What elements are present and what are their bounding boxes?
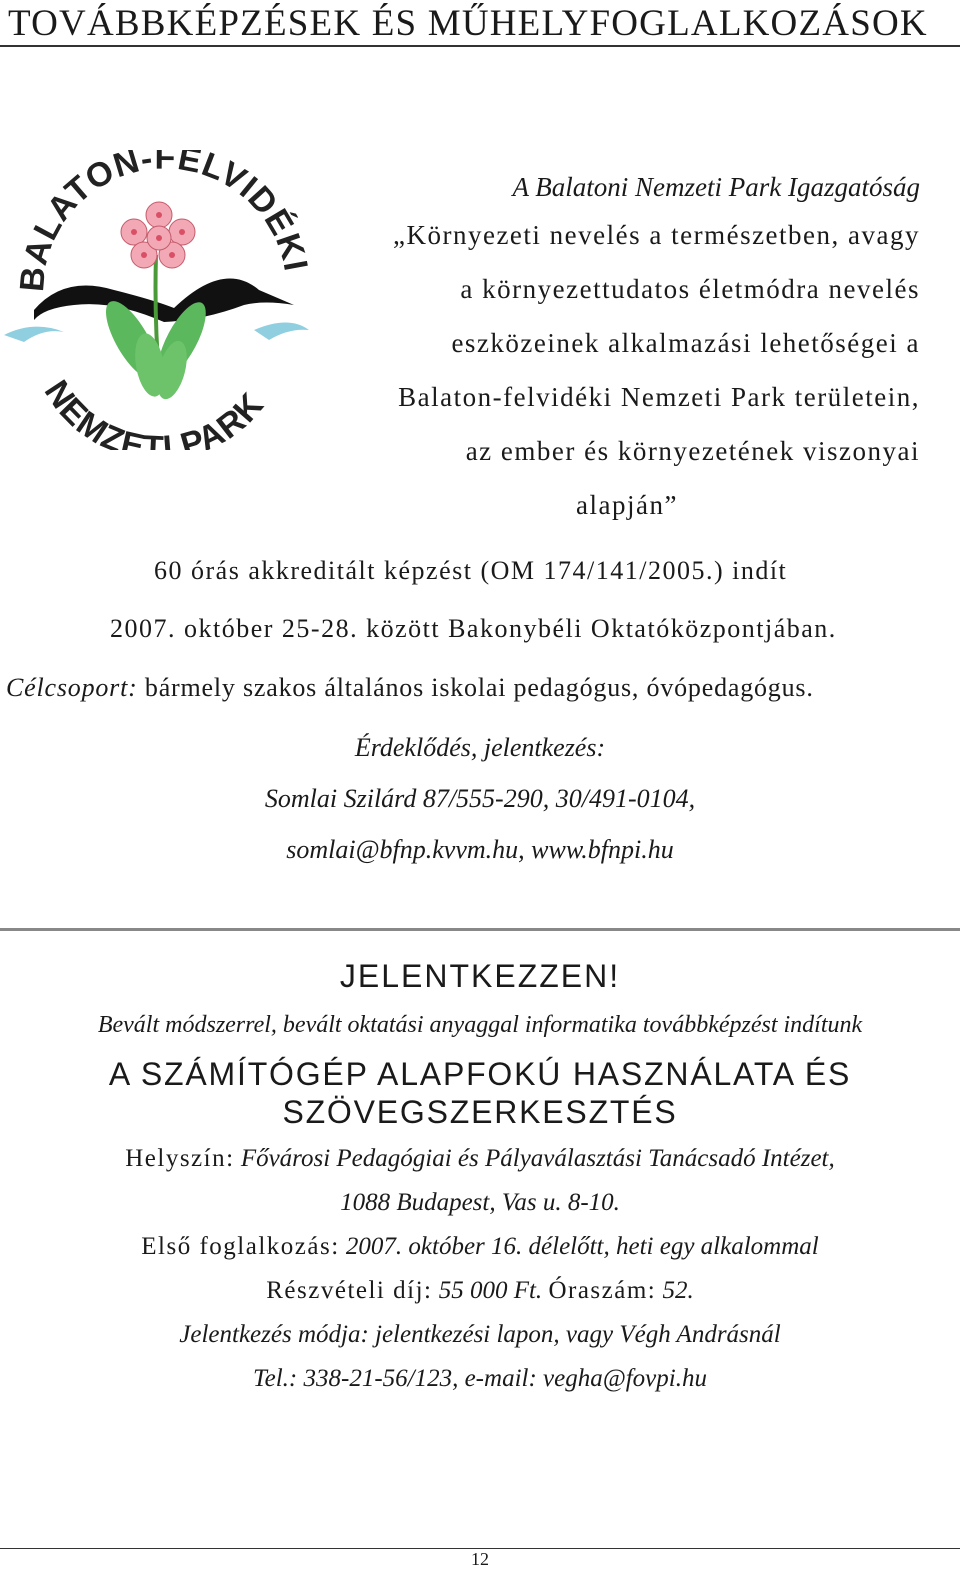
target-label: Célcsoport: — [6, 673, 138, 702]
course-line-6: alapján” — [576, 490, 678, 520]
page-number: 12 — [471, 1549, 489, 1569]
location-label: Helyszín: — [125, 1145, 235, 1172]
org-name: A Balatoni Nemzeti Park Igazgatóság — [512, 172, 920, 202]
hills-icon — [34, 278, 294, 322]
intro-line: Bevált módszerrel, bevált oktatási anyaggal informatika továbbképzést indítunk — [97, 1012, 863, 1038]
course-title-line-2: SZÖVEGSZERKESZTÉS — [282, 1094, 678, 1130]
location-value: Fővárosi Pedagógiai és Pályaválasztási Tanácsadó Intézet, — [240, 1145, 835, 1172]
first-session-value: 2007. október 16. délelőtt, heti egy alkalommal — [345, 1233, 819, 1260]
dates-line: 2007. október 25-28. között Bakonybéli Oktatóközpontjában. — [110, 614, 837, 643]
target-group-line — [6, 673, 814, 703]
page-title: TOVÁBBKÉPZÉSEK ÉS MŰHELYFOGLALKOZÁSOK — [8, 3, 928, 44]
location-line — [0, 1145, 960, 1173]
course-title-line-1: A SZÁMÍTÓGÉP ALAPFOKÚ HASZNÁLATA ÉS — [108, 1056, 852, 1092]
contact-line-2: somlai@bfnp.kvvm.hu, www.bfnpi.hu — [286, 835, 674, 864]
phone-line: Tel.: 338-21-56/123, e-mail: vegha@fovpi.hu — [253, 1365, 707, 1392]
park-logo-graphic — [4, 150, 314, 450]
accreditation-line: 60 órás akkreditált képzést (OM 174/141/2005.) indít — [154, 556, 788, 585]
course-line-1: „Környezeti nevelés a természetben, avagy — [392, 220, 920, 250]
contact-heading: Érdeklődés, jelentkezés: — [354, 733, 606, 762]
contact-line-1: Somlai Szilárd 87/555-290, 30/491-0104, — [264, 784, 696, 813]
course-line-3: eszközeinek alkalmazási lehetőségei a — [451, 328, 920, 358]
water-left-icon — [4, 327, 64, 342]
course-line-4: Balaton-felvidéki Nemzeti Park területein, — [398, 382, 920, 412]
water-right-icon — [254, 323, 309, 341]
logo-bottom-text: NEMZETI PARK — [36, 373, 272, 450]
fee-value: 55 000 Ft. — [438, 1277, 543, 1304]
address-line: 1088 Budapest, Vas u. 8-10. — [340, 1189, 620, 1216]
fee-label: Részvételi díj: — [266, 1277, 433, 1304]
first-session-line — [0, 1233, 960, 1261]
section-heading: JELENTKEZZEN! — [339, 958, 621, 994]
title-divider — [0, 45, 960, 47]
logo-top-text: BALATON-FELVIDÉKI — [13, 150, 314, 294]
park-logo — [4, 150, 314, 450]
flower-cluster-icon — [121, 202, 195, 268]
fee-line — [0, 1277, 960, 1305]
target-text: bármely szakos általános iskolai pedagógus, óvópedagógus. — [144, 673, 814, 702]
hours-label: Óraszám: — [548, 1277, 657, 1304]
apply-line: Jelentkezés módja: jelentkezési lapon, vagy Végh Andrásnál — [179, 1321, 781, 1348]
section-divider — [0, 928, 960, 931]
first-session-label: Első foglalkozás: — [141, 1233, 340, 1260]
course-line-2: a környezettudatos életmódra nevelés — [460, 274, 920, 304]
course-line-5: az ember és környezetének viszonyai — [465, 436, 920, 466]
hours-value: 52. — [662, 1277, 694, 1304]
